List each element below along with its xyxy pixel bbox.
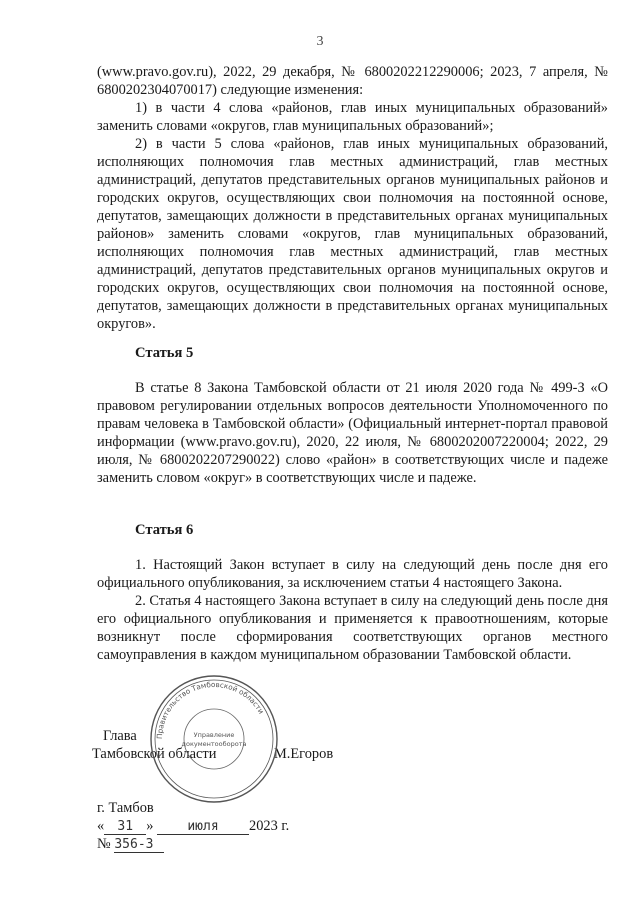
footer-date: « 31 » июля 2023 г. (97, 818, 290, 834)
signature-position-line2: Тамбовской области (92, 746, 217, 762)
footer-month: июля (157, 820, 249, 835)
seal-center-line2: документооборота (181, 740, 247, 748)
page-number: 3 (316, 34, 324, 49)
article-6-item-2: 2. Статья 4 настоящего Закона вступает в силу на следующий день после дня его официального опубликования и применяется к правоотношениям, которые возникнут после сформирования соответствующих органов местного самоуправления в каждом муниципальном образовании Тамбовской области. (97, 593, 608, 663)
article-5-heading: Статья 5 (135, 345, 194, 361)
official-seal-icon (148, 673, 280, 805)
paragraph-item-2: 2) в части 5 слова «районов, глав иных муниципальных образований, исполняющих полномочия глав местных администраций, глав местных администраций, депутатов представительных органов муниципальных районов и городских округов, осуществляющих свои полномочия на постоянной основе, депутатов, замещающих должности в представительных органах муниципальных районов» заменить словами «округов, глав муниципальных образований, исполняющих полномочия глав местных администраций, глав местных администраций, депутатов представительных органов муниципальных округов и городских округов, осуществляющих свои полномочия на постоянной основе, депутатов, замещающих должности в представительных органах муниципальных округов». (97, 136, 608, 332)
article-6-heading: Статья 6 (135, 522, 194, 538)
article-6-body (97, 556, 608, 664)
paragraph-item-1: 1) в части 4 слова «районов, глав иных муниципальных образований» заменить словами «округов, глав муниципальных образований»; (97, 100, 608, 134)
footer-law-number (97, 836, 164, 853)
signature-name: М.Егоров (274, 746, 334, 762)
footer-year: 2023 г. (249, 818, 290, 834)
body-block-1 (97, 63, 608, 333)
paragraph-continuation: (www.pravo.gov.ru), 2022, 29 декабря, № 6800202212290006; 2023, 7 апреля, № 6800202304070017) следующие изменения: (97, 64, 608, 98)
footer-day: 31 (104, 820, 146, 835)
footer-number: 356-З (114, 838, 164, 853)
seal-center-line1: Управление (193, 731, 235, 739)
footer-city: г. Тамбов (97, 800, 154, 816)
article-5-paragraph: В статье 8 Закона Тамбовской области от 21 июля 2020 года № 499-З «О правовом регулировании отдельных вопросов деятельности Уполномоченного по правам человека в Тамбовской области» (Официальный интернет-портал правовой информации (www.pravo.gov.ru), 2020, 22 июля, № 6800202007220004; 2022, 29 июля, № 6800202207290022) слово «район» в соответствующих числе и падеже заменить словом «округ» в соответствующих числе и падеже. (97, 380, 608, 486)
footer-number-prefix: № (97, 836, 111, 852)
article-6-item-1: 1. Настоящий Закон вступает в силу на следующий день после дня его официального опубликования, за исключением статьи 4 настоящего Закона. (97, 557, 608, 591)
article-5-body (97, 379, 608, 487)
signature-position-line1: Глава (103, 728, 137, 744)
seal-ring-text: Правительство Тамбовской области (154, 679, 266, 740)
